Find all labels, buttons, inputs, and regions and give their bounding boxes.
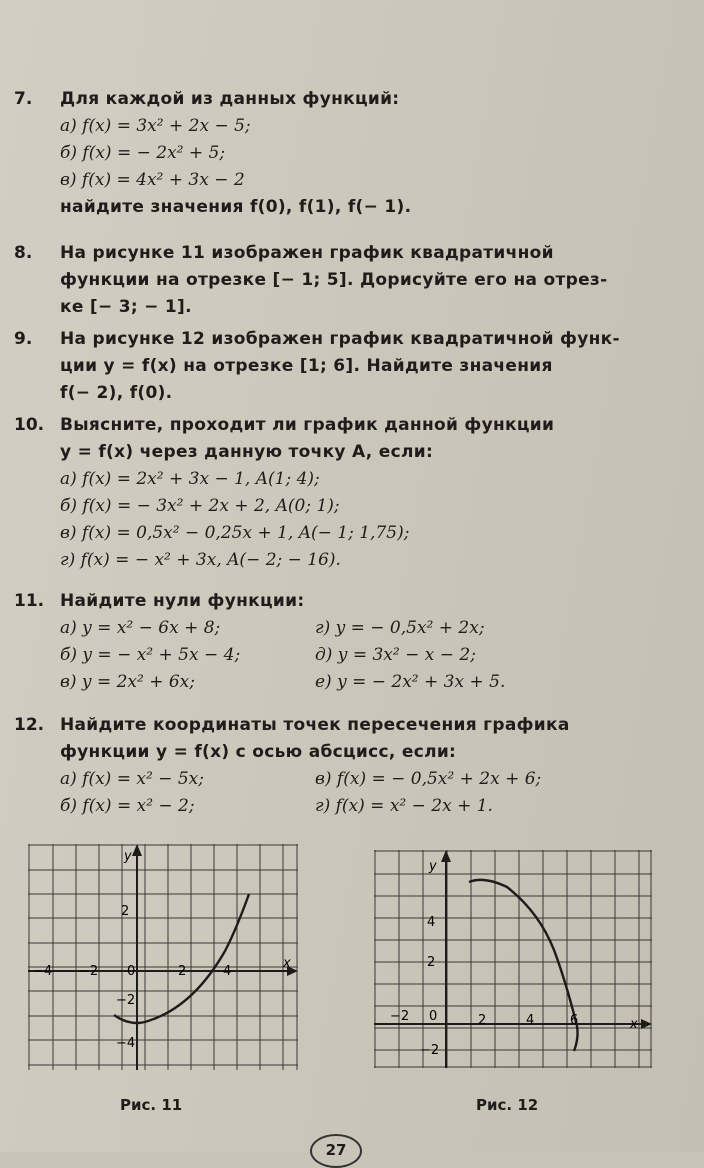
problem-item: а) f(x) = x² − 5x;	[60, 769, 204, 789]
problem-text: Для каждой из данных функций:	[60, 89, 400, 109]
x-tick-label: 2	[178, 964, 187, 979]
problem-text: y = f(x) через данную точку A, если:	[60, 442, 434, 462]
y-tick-label: −2	[116, 993, 136, 1008]
y-tick-label: 2	[427, 955, 436, 970]
problem-12	[14, 712, 684, 820]
problem-item: б) f(x) = − 2x² + 5;	[60, 143, 226, 163]
items-left	[60, 615, 315, 696]
x-tick-label: 0	[127, 964, 136, 979]
problem-text: На рисунке 11 изображен график квадратичной	[60, 243, 554, 263]
problem-item: в) f(x) = − 0,5x² + 2x + 6;	[315, 769, 542, 789]
problem-item: а) f(x) = 2x² + 3x − 1, A(1; 4);	[60, 469, 320, 489]
problem-number: 10.	[14, 415, 45, 435]
problem-text: f(− 2), f(0).	[60, 383, 173, 403]
problem-item: в) y = 2x² + 6x;	[60, 672, 195, 692]
problem-item: б) y = − x² + 5x − 4;	[60, 645, 241, 665]
problem-text: Найдите нули функции:	[60, 591, 305, 611]
problem-item: б) f(x) = − 3x² + 2x + 2, A(0; 1);	[60, 496, 340, 516]
problem-10	[14, 412, 684, 574]
y-tick-label: −2	[420, 1043, 440, 1058]
problem-text: ции y = f(x) на отрезке [1; 6]. Найдите значения	[60, 356, 553, 376]
problem-item: г) f(x) = x² − 2x + 1.	[315, 796, 493, 816]
problem-item: г) y = − 0,5x² + 2x;	[315, 618, 485, 638]
x-tick-label: 4	[526, 1013, 535, 1028]
y-tick-label: 4	[427, 915, 436, 930]
grid	[28, 844, 298, 1070]
problem-number: 11.	[14, 591, 45, 611]
items-left	[60, 766, 315, 820]
problem-9	[14, 326, 684, 407]
items-columns	[60, 766, 684, 820]
problem-number: 9.	[14, 329, 33, 349]
items-right	[315, 766, 570, 820]
problem-text: Выясните, проходит ли график данной функции	[60, 415, 555, 435]
problem-item: г) f(x) = − x² + 3x, A(− 2; − 16).	[60, 550, 341, 570]
problem-number: 12.	[14, 715, 45, 735]
problem-text: ке [− 3; − 1].	[60, 297, 192, 317]
figure-11-caption: Рис. 11	[120, 1096, 183, 1114]
x-tick-label: −2	[390, 1009, 410, 1024]
x-axis-label: x	[283, 956, 291, 971]
items-right	[315, 615, 570, 696]
problem-item: е) y = − 2x² + 3x + 5.	[315, 672, 506, 692]
items-columns	[60, 615, 684, 696]
problem-item: в) f(x) = 4x² + 3x − 2	[60, 170, 245, 190]
y-axis-label: y	[124, 849, 132, 864]
problem-item: д) y = 3x² − x − 2;	[315, 645, 476, 665]
y-axis-label: y	[429, 859, 437, 874]
problem-number: 8.	[14, 243, 33, 263]
x-tick-label: 2	[478, 1013, 487, 1028]
problem-8	[14, 240, 684, 321]
problem-11	[14, 588, 684, 696]
x-tick-label: −4	[33, 964, 53, 979]
x-tick-label: 6	[570, 1013, 579, 1028]
y-tick-label: −4	[116, 1036, 136, 1051]
problem-7	[14, 86, 684, 221]
page-number: 27	[310, 1134, 362, 1168]
x-axis-label: x	[630, 1017, 638, 1032]
problem-tail: найдите значения f(0), f(1), f(− 1).	[60, 197, 412, 217]
figure-12-caption: Рис. 12	[476, 1096, 539, 1114]
y-tick-label: 2	[121, 904, 130, 919]
problem-text: Найдите координаты точек пересечения графика	[60, 715, 570, 735]
problem-number: 7.	[14, 89, 33, 109]
x-tick-label: 0	[429, 1009, 438, 1024]
problem-text: функции y = f(x) с осью абсцисс, если:	[60, 742, 457, 762]
x-tick-label: 4	[223, 964, 232, 979]
problem-text: На рисунке 12 изображен график квадратичной функ-	[60, 329, 620, 349]
problem-item: б) f(x) = x² − 2;	[60, 796, 195, 816]
problem-item: а) y = x² − 6x + 8;	[60, 618, 221, 638]
grid	[374, 850, 652, 1068]
y-axis-arrow	[132, 844, 142, 856]
problem-item: в) f(x) = 0,5x² − 0,25x + 1, A(− 1; 1,75);	[60, 523, 410, 543]
problem-text: функции на отрезке [− 1; 5]. Дорисуйте его на отрез-	[60, 270, 608, 290]
y-axis-arrow	[441, 850, 451, 862]
figure-12-graph	[374, 850, 652, 1068]
x-tick-label: −2	[79, 964, 99, 979]
problem-item: а) f(x) = 3x² + 2x − 5;	[60, 116, 251, 136]
figure-11-graph	[28, 844, 298, 1070]
